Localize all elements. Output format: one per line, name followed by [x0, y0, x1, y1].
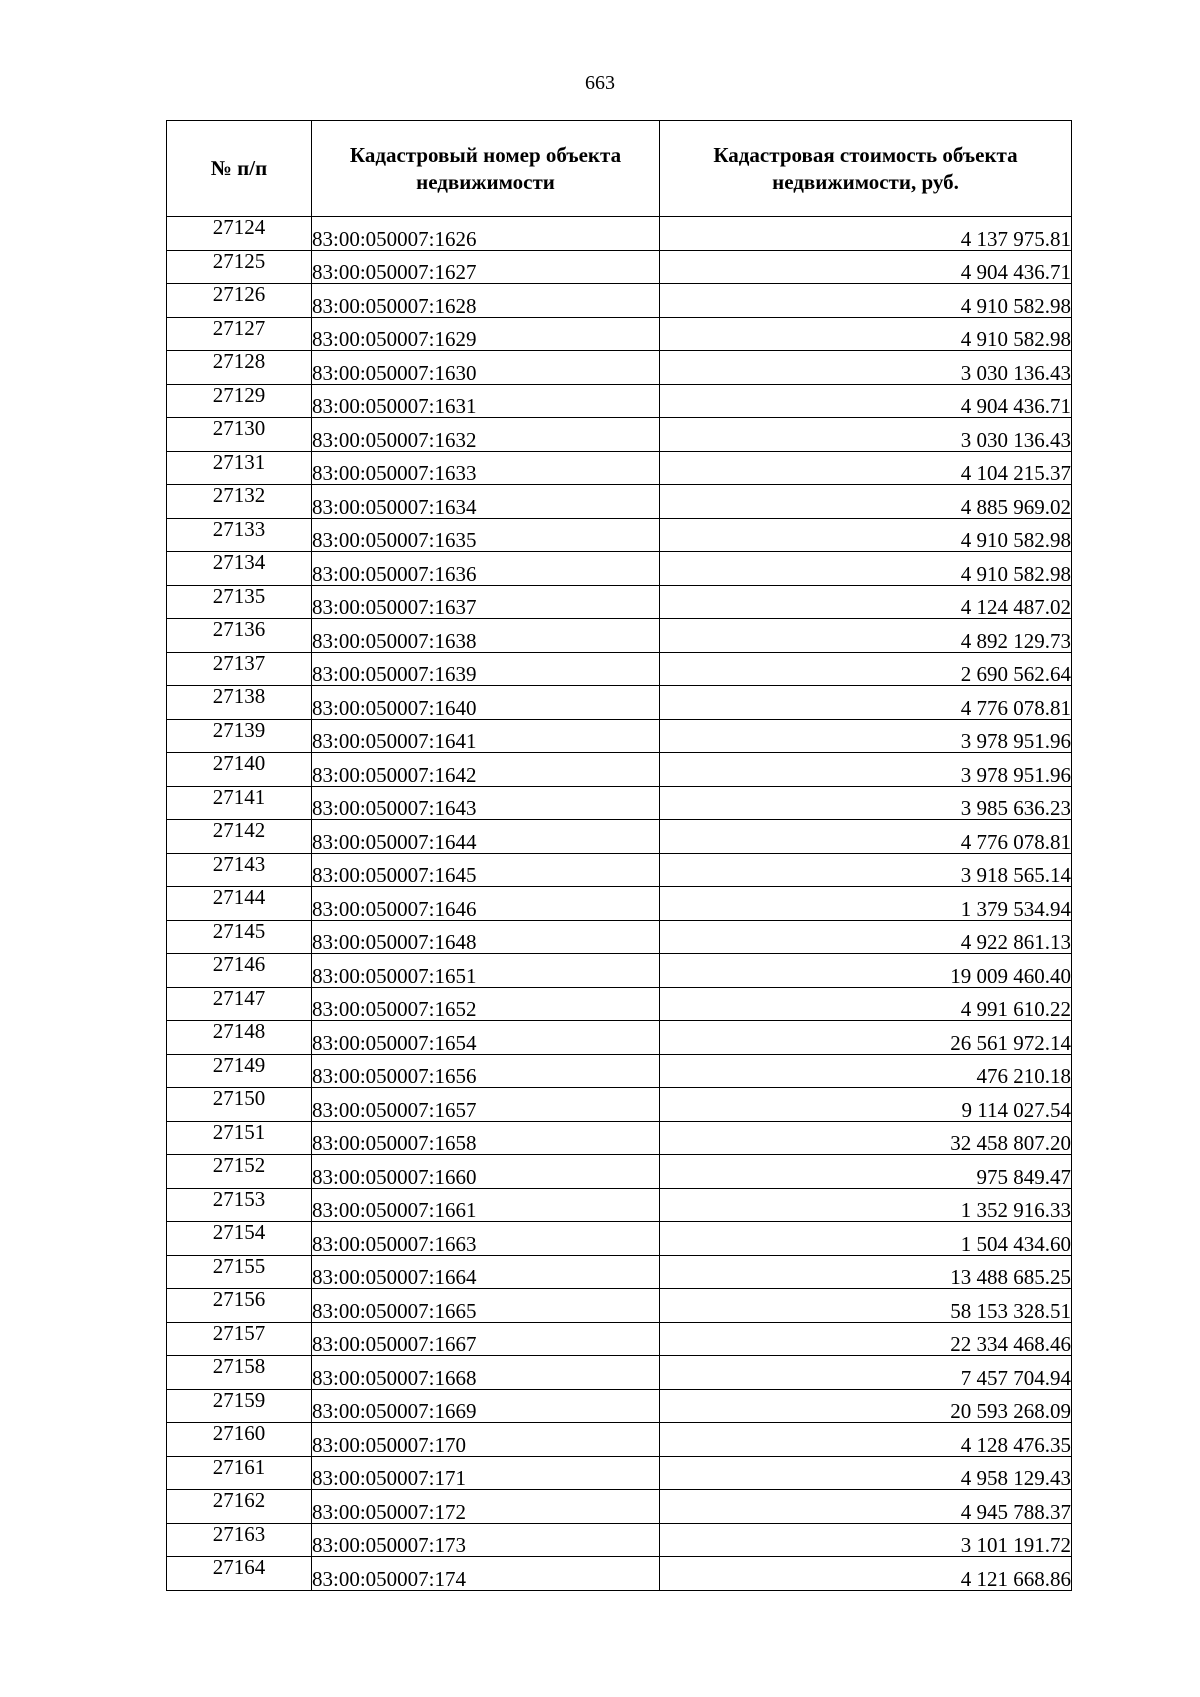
cadastral-value: 3 978 951.96: [660, 719, 1072, 753]
row-number: 27137: [167, 652, 312, 686]
cadastral-value: 476 210.18: [660, 1054, 1072, 1088]
cadastral-number: 83:00:050007:1632: [312, 418, 660, 452]
cadastral-value: 3 101 191.72: [660, 1523, 1072, 1557]
cadastral-number: 83:00:050007:1638: [312, 619, 660, 653]
row-number: 27157: [167, 1322, 312, 1356]
cadastral-number: 83:00:050007:1628: [312, 284, 660, 318]
table-row: [167, 552, 1072, 586]
table-row: [167, 518, 1072, 552]
table-row: [167, 1188, 1072, 1222]
cadastral-number: 83:00:050007:1648: [312, 920, 660, 954]
cadastral-number: 83:00:050007:1640: [312, 686, 660, 720]
row-number: 27163: [167, 1523, 312, 1557]
cadastral-value: 975 849.47: [660, 1155, 1072, 1189]
row-number: 27149: [167, 1054, 312, 1088]
row-number: 27132: [167, 485, 312, 519]
cadastral-value: 58 153 328.51: [660, 1289, 1072, 1323]
cadastral-number: 83:00:050007:1669: [312, 1389, 660, 1423]
cadastral-number: 83:00:050007:1627: [312, 250, 660, 284]
row-number: 27133: [167, 518, 312, 552]
cadastral-value: 26 561 972.14: [660, 1021, 1072, 1055]
cadastral-number: 83:00:050007:174: [312, 1557, 660, 1591]
cadastral-value: 4 124 487.02: [660, 585, 1072, 619]
table-row: [167, 786, 1072, 820]
cadastral-value: 4 128 476.35: [660, 1423, 1072, 1457]
cadastral-number: 83:00:050007:1642: [312, 753, 660, 787]
row-number: 27146: [167, 954, 312, 988]
table-row: [167, 1289, 1072, 1323]
cadastral-value: 4 910 582.98: [660, 518, 1072, 552]
row-number: 27151: [167, 1121, 312, 1155]
cadastral-number: 83:00:050007:1630: [312, 351, 660, 385]
table-row: [167, 1255, 1072, 1289]
cadastral-value: 4 121 668.86: [660, 1557, 1072, 1591]
cadastral-number: 83:00:050007:172: [312, 1490, 660, 1524]
table-row: [167, 1557, 1072, 1591]
row-number: 27155: [167, 1255, 312, 1289]
cadastral-number: 83:00:050007:171: [312, 1456, 660, 1490]
row-number: 27156: [167, 1289, 312, 1323]
cadastral-value: 20 593 268.09: [660, 1389, 1072, 1423]
table-row: [167, 317, 1072, 351]
cadastral-value: 4 958 129.43: [660, 1456, 1072, 1490]
cadastral-value: 2 690 562.64: [660, 652, 1072, 686]
cadastral-value: 4 910 582.98: [660, 284, 1072, 318]
table-row: [167, 1456, 1072, 1490]
row-number: 27147: [167, 987, 312, 1021]
table-row: [167, 1054, 1072, 1088]
row-number: 27131: [167, 451, 312, 485]
table-row: [167, 1389, 1072, 1423]
table-row: [167, 1222, 1072, 1256]
row-number: 27152: [167, 1155, 312, 1189]
cadastral-value: 4 885 969.02: [660, 485, 1072, 519]
table-row: [167, 1322, 1072, 1356]
table-header: [167, 121, 1072, 217]
table-row: [167, 585, 1072, 619]
cadastral-number: 83:00:050007:1643: [312, 786, 660, 820]
table-row: [167, 1021, 1072, 1055]
table-row: [167, 920, 1072, 954]
row-number: 27140: [167, 753, 312, 787]
row-number: 27129: [167, 384, 312, 418]
table-row: [167, 1356, 1072, 1390]
row-number: 27130: [167, 418, 312, 452]
cadastral-number: 83:00:050007:1668: [312, 1356, 660, 1390]
row-number: 27160: [167, 1423, 312, 1457]
cadastral-number: 83:00:050007:1635: [312, 518, 660, 552]
cadastral-number: 83:00:050007:1654: [312, 1021, 660, 1055]
table-row: [167, 1490, 1072, 1524]
row-number: 27135: [167, 585, 312, 619]
table-row: [167, 217, 1072, 251]
row-number: 27139: [167, 719, 312, 753]
cadastral-value: 4 910 582.98: [660, 552, 1072, 586]
cadastral-number: 83:00:050007:173: [312, 1523, 660, 1557]
cadastral-number: 83:00:050007:1637: [312, 585, 660, 619]
cadastral-value: 32 458 807.20: [660, 1121, 1072, 1155]
cadastral-value: 1 352 916.33: [660, 1188, 1072, 1222]
cadastral-number: 83:00:050007:1644: [312, 820, 660, 854]
cadastral-value: 3 985 636.23: [660, 786, 1072, 820]
cadastral-number: 83:00:050007:1636: [312, 552, 660, 586]
cadastral-number: 83:00:050007:1629: [312, 317, 660, 351]
cadastral-number: 83:00:050007:1660: [312, 1155, 660, 1189]
table-row: [167, 485, 1072, 519]
row-number: 27162: [167, 1490, 312, 1524]
cadastral-number: 83:00:050007:1626: [312, 217, 660, 251]
table-row: [167, 1423, 1072, 1457]
cadastral-number: 83:00:050007:1658: [312, 1121, 660, 1155]
cadastral-value: 4 904 436.71: [660, 250, 1072, 284]
row-number: 27159: [167, 1389, 312, 1423]
cadastral-value: 3 030 136.43: [660, 418, 1072, 452]
row-number: 27161: [167, 1456, 312, 1490]
row-number: 27143: [167, 853, 312, 887]
cadastral-number: 83:00:050007:1634: [312, 485, 660, 519]
row-number: 27142: [167, 820, 312, 854]
cadastral-number: 83:00:050007:1631: [312, 384, 660, 418]
page-number: 663: [585, 72, 615, 94]
cadastral-value: 4 991 610.22: [660, 987, 1072, 1021]
row-number: 27150: [167, 1088, 312, 1122]
cadastral-number: 83:00:050007:1664: [312, 1255, 660, 1289]
row-number: 27154: [167, 1222, 312, 1256]
cadastral-value: 13 488 685.25: [660, 1255, 1072, 1289]
cadastral-number: 83:00:050007:170: [312, 1423, 660, 1457]
cadastral-value: 4 137 975.81: [660, 217, 1072, 251]
row-number: 27128: [167, 351, 312, 385]
row-number: 27136: [167, 619, 312, 653]
table-row: [167, 351, 1072, 385]
header-cadastral-number: Кадастровый номер объекта недвижимости: [312, 121, 660, 217]
table-row: [167, 753, 1072, 787]
table-row: [167, 619, 1072, 653]
cadastral-number: 83:00:050007:1639: [312, 652, 660, 686]
row-number: 27144: [167, 887, 312, 921]
cadastral-value: 4 776 078.81: [660, 820, 1072, 854]
cadastral-number: 83:00:050007:1667: [312, 1322, 660, 1356]
table-row: [167, 887, 1072, 921]
row-number: 27145: [167, 920, 312, 954]
cadastral-number: 83:00:050007:1661: [312, 1188, 660, 1222]
table-row: [167, 418, 1072, 452]
cadastral-number: 83:00:050007:1657: [312, 1088, 660, 1122]
cadastral-value: 4 904 436.71: [660, 384, 1072, 418]
cadastral-value: 9 114 027.54: [660, 1088, 1072, 1122]
table-row: [167, 1121, 1072, 1155]
cadastral-value: 4 104 215.37: [660, 451, 1072, 485]
header-row: [167, 121, 1072, 217]
row-number: 27124: [167, 217, 312, 251]
row-number: 27148: [167, 1021, 312, 1055]
cadastral-number: 83:00:050007:1652: [312, 987, 660, 1021]
table-row: [167, 820, 1072, 854]
cadastral-value: 1 379 534.94: [660, 887, 1072, 921]
row-number: 27158: [167, 1356, 312, 1390]
table-row: [167, 987, 1072, 1021]
table-row: [167, 451, 1072, 485]
row-number: 27134: [167, 552, 312, 586]
cadastral-value: 22 334 468.46: [660, 1322, 1072, 1356]
cadastral-value: 4 922 861.13: [660, 920, 1072, 954]
table-row: [167, 250, 1072, 284]
row-number: 27125: [167, 250, 312, 284]
cadastral-value: 19 009 460.40: [660, 954, 1072, 988]
cadastral-number: 83:00:050007:1645: [312, 853, 660, 887]
cadastral-value: 3 918 565.14: [660, 853, 1072, 887]
cadastral-value: 4 945 788.37: [660, 1490, 1072, 1524]
table-row: [167, 652, 1072, 686]
row-number: 27127: [167, 317, 312, 351]
header-num: № п/п: [167, 121, 312, 217]
cadastral-value: 4 910 582.98: [660, 317, 1072, 351]
row-number: 27126: [167, 284, 312, 318]
table-row: [167, 1523, 1072, 1557]
cadastral-number: 83:00:050007:1665: [312, 1289, 660, 1323]
row-number: 27141: [167, 786, 312, 820]
cadastral-value: 4 892 129.73: [660, 619, 1072, 653]
table-row: [167, 384, 1072, 418]
cadastral-value: 7 457 704.94: [660, 1356, 1072, 1390]
table-row: [167, 853, 1072, 887]
table-row: [167, 284, 1072, 318]
cadastral-number: 83:00:050007:1641: [312, 719, 660, 753]
table-row: [167, 719, 1072, 753]
cadastral-value: 4 776 078.81: [660, 686, 1072, 720]
table-row: [167, 1088, 1072, 1122]
header-cadastral-value: Кадастровая стоимость объекта недвижимости, руб.: [660, 121, 1072, 217]
table-row: [167, 686, 1072, 720]
cadastral-number: 83:00:050007:1656: [312, 1054, 660, 1088]
cadastral-value: 3 978 951.96: [660, 753, 1072, 787]
table-row: [167, 1155, 1072, 1189]
cadastral-table: [166, 120, 1072, 1591]
table-row: [167, 954, 1072, 988]
row-number: 27153: [167, 1188, 312, 1222]
table-body: [167, 217, 1072, 1591]
row-number: 27164: [167, 1557, 312, 1591]
cadastral-number: 83:00:050007:1646: [312, 887, 660, 921]
cadastral-value: 1 504 434.60: [660, 1222, 1072, 1256]
cadastral-number: 83:00:050007:1633: [312, 451, 660, 485]
row-number: 27138: [167, 686, 312, 720]
cadastral-number: 83:00:050007:1651: [312, 954, 660, 988]
cadastral-number: 83:00:050007:1663: [312, 1222, 660, 1256]
cadastral-value: 3 030 136.43: [660, 351, 1072, 385]
